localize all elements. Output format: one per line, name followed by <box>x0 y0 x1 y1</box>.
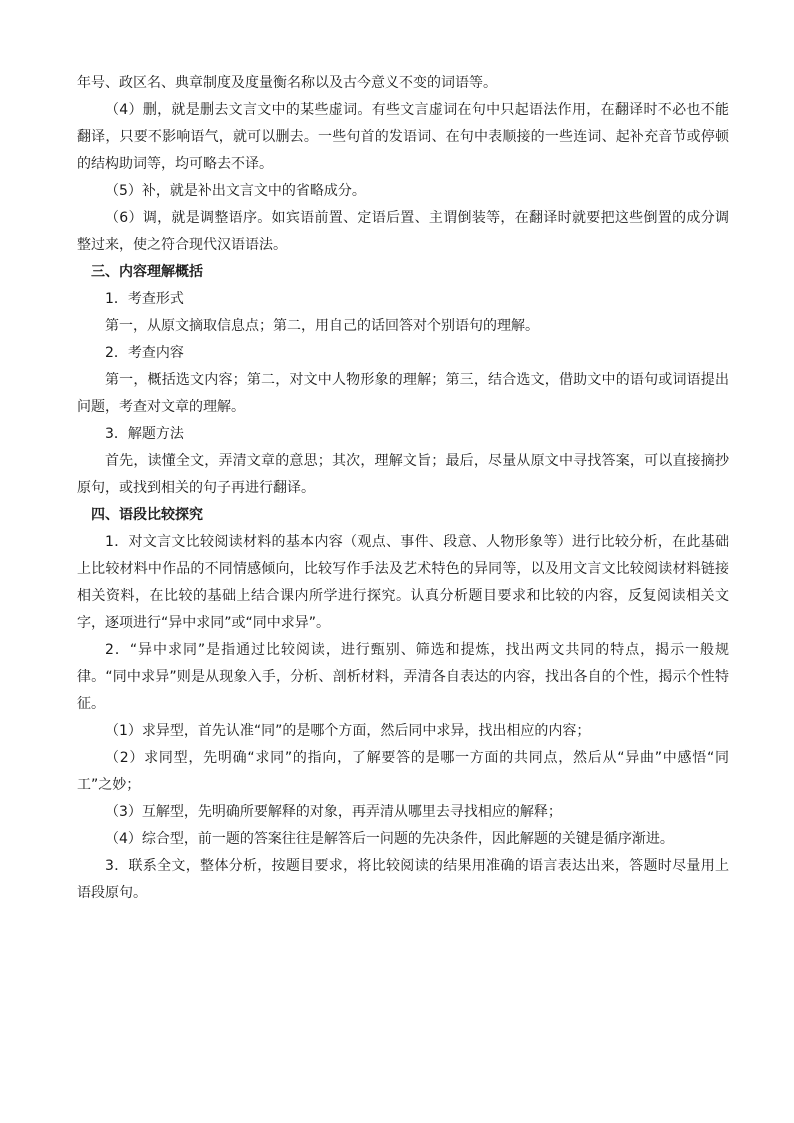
paragraph-solving-method: 首先，读懂全文，弄清文章的意思；其次，理解文旨；最后，尽量从原文中寻找答案，可以直接摘抄原句，或找到相关的句子再进行翻译。 <box>77 453 729 496</box>
subheading-solving-method: 3．解题方法 <box>105 426 184 442</box>
paragraph-type-difference: （1）求异型，首先认准“同”的是哪个方面，然后同中求异，找出相应的内容； <box>105 723 591 739</box>
paragraph-supplement-rule: （5）补，就是补出文言文中的省略成分。 <box>105 183 366 199</box>
paragraph-comparison-1: 1．对文言文比较阅读材料的基本内容（观点、事件、段意、人物形象等）进行比较分析，在此基础上比较材料中作品的不同情感倾向，比较写作手法及艺术特色的异同等，以及用文言文比较阅读材料链接相关资料，在比较的基础上结合课内所学进行探究。认真分析题目要求和比较的内容，反复阅读相关文字，逐项进行“异中求同”或“同中求异”。 <box>77 534 729 631</box>
paragraph-exam-content: 第一，概括选文内容；第二，对文中人物形象的理解；第三，结合选文，借助文中的语句或词语提出问题，考查对文章的理解。 <box>77 372 729 415</box>
paragraph-type-common: （2）求同型，先明确“求同”的指向，了解要答的是哪一方面的共同点，然后从“异曲”中感悟“同工”之妙； <box>77 750 729 793</box>
paragraph-continuation: 年号、政区名、典章制度及度量衡名称以及古今意义不变的词语等。 <box>77 75 497 91</box>
document-body <box>77 70 729 907</box>
subheading-exam-form: 1．考查形式 <box>105 291 184 307</box>
section-heading-comparison: 四、语段比较探究 <box>91 507 203 523</box>
subheading-exam-content: 2．考查内容 <box>105 345 184 361</box>
section-heading-content-understanding: 三、内容理解概括 <box>91 264 203 280</box>
paragraph-type-mutual: （3）互解型，先明确所要解释的对象，再弄清从哪里去寻找相应的解释； <box>105 804 562 820</box>
paragraph-comparison-2: 2．“异中求同”是指通过比较阅读，进行甄别、筛选和提炼，找出两文共同的特点，揭示一般规律。“同中求异”则是从现象入手，分析、剖析材料，弄清各自表达的内容，找出各自的个性，揭示个性特征。 <box>77 642 729 712</box>
paragraph-exam-form: 第一，从原文摘取信息点；第二，用自己的话回答对个别语句的理解。 <box>105 318 539 334</box>
paragraph-delete-rule: （4）删，就是删去文言文中的某些虚词。有些文言虚词在句中只起语法作用，在翻译时不必也不能翻译，只要不影响语气，就可以删去。一些句首的发语词、在句中表顺接的一些连词、起补充音节或停顿的结构助词等，均可略去不译。 <box>77 102 729 172</box>
paragraph-comparison-3: 3．联系全文，整体分析，按题目要求，将比较阅读的结果用准确的语言表达出来，答题时尽量用上语段原句。 <box>77 858 729 901</box>
paragraph-adjust-rule: （6）调，就是调整语序。如宾语前置、定语后置、主谓倒装等，在翻译时就要把这些倒置的成分调整过来，使之符合现代汉语语法。 <box>77 210 729 253</box>
paragraph-type-comprehensive: （4）综合型，前一题的答案往往是解答后一问题的先决条件，因此解题的关键是循序渐进。 <box>105 831 674 847</box>
